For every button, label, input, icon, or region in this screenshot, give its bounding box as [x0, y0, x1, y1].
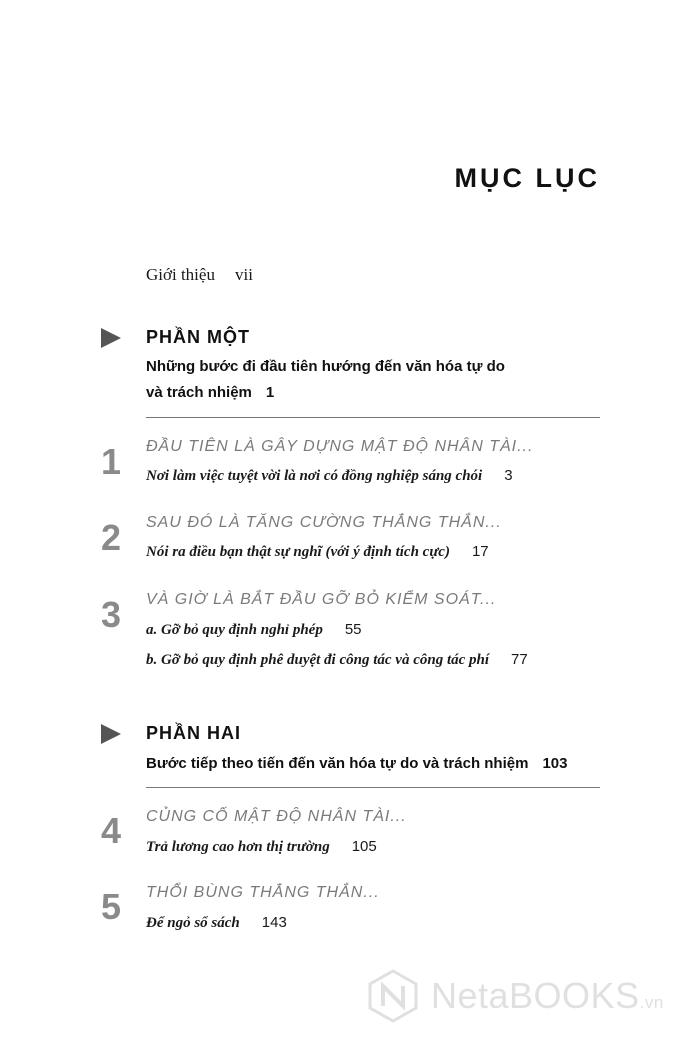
chapter-3-entry-b[interactable] [146, 651, 528, 669]
part-two-subtitle[interactable] [146, 751, 567, 777]
part-one-arrow-icon [101, 328, 121, 348]
part-two-arrow-icon [101, 724, 121, 744]
intro-page-number: vii [234, 265, 253, 284]
toc-entry-intro[interactable] [146, 265, 253, 285]
part-two-heading: PHẦN HAI [146, 723, 242, 743]
chapter-3b-entry-text: b. Gỡ bỏ quy định phê duyệt đi công tác và công tác phí [146, 652, 490, 668]
intro-label: Giới thiệu [146, 265, 215, 284]
chapter-1-number: 1 [100, 441, 122, 482]
chapter-2-number: 2 [100, 517, 122, 558]
chapter-2-page-number: 17 [471, 543, 489, 560]
chapter-1-entry[interactable] [146, 467, 513, 485]
chapter-3-entry-a[interactable] [146, 621, 362, 639]
part-two-page-number: 103 [542, 755, 568, 772]
chapter-4-page-number: 105 [351, 838, 377, 855]
chapter-2-entry[interactable] [146, 543, 489, 561]
part-one-divider [146, 417, 600, 418]
part-two-divider [146, 787, 600, 788]
chapter-3b-page-number: 77 [511, 651, 528, 668]
watermark-brand: NetaBOOKS [431, 975, 640, 1016]
part-one-subtitle[interactable] [146, 354, 505, 406]
chapter-5-number: 5 [100, 886, 122, 927]
chapter-4-number: 4 [100, 810, 122, 851]
watermark-text [431, 975, 664, 1017]
chapter-3a-entry-text: a. Gỡ bỏ quy định nghỉ phép [146, 622, 323, 638]
netabooks-logo-icon [365, 968, 421, 1024]
chapter-1-page-number: 3 [504, 467, 513, 484]
part-one-subtitle-line2: và trách nhiệm [146, 384, 252, 401]
chapter-4-entry[interactable] [146, 838, 377, 856]
part-one-page-number: 1 [265, 384, 275, 401]
part-two-subtitle-line1: Bước tiếp theo tiến đến văn hóa tự do và trách nhiệm [146, 755, 529, 772]
chapter-1-entry-text: Nơi làm việc tuyệt vời là nơi có đồng nghiệp sáng chói [146, 468, 483, 484]
chapter-5-entry[interactable] [146, 914, 287, 932]
part-one-heading: PHẦN MỘT [146, 327, 250, 347]
chapter-2-heading: SAU ĐÓ LÀ TĂNG CƯỜNG THẲNG THẮN... [146, 514, 502, 531]
watermark [365, 968, 664, 1024]
chapter-3-number: 3 [100, 594, 122, 635]
chapter-4-heading: CỦNG CỐ MẬT ĐỘ NHÂN TÀI... [146, 808, 407, 825]
page-title: MỤC LỤC [454, 163, 600, 193]
part-one-subtitle-line1: Những bước đi đầu tiên hướng đến văn hóa tự do [146, 358, 505, 375]
chapter-3a-page-number: 55 [344, 621, 362, 638]
watermark-suffix: .vn [639, 993, 664, 1012]
chapter-1-heading: ĐẦU TIÊN LÀ GÂY DỰNG MẬT ĐỘ NHÂN TÀI... [146, 438, 534, 455]
chapter-3-heading: VÀ GIỜ LÀ BẮT ĐẦU GỠ BỎ KIỂM SOÁT... [146, 591, 497, 608]
chapter-4-entry-text: Trả lương cao hơn thị trường [146, 839, 330, 855]
chapter-5-page-number: 143 [261, 914, 287, 931]
chapter-5-heading: THỔI BÙNG THẲNG THẮN... [146, 884, 380, 901]
chapter-2-entry-text: Nói ra điều bạn thật sự nghĩ (với ý định tích cực) [146, 544, 450, 560]
chapter-5-entry-text: Để ngỏ sổ sách [146, 915, 240, 931]
